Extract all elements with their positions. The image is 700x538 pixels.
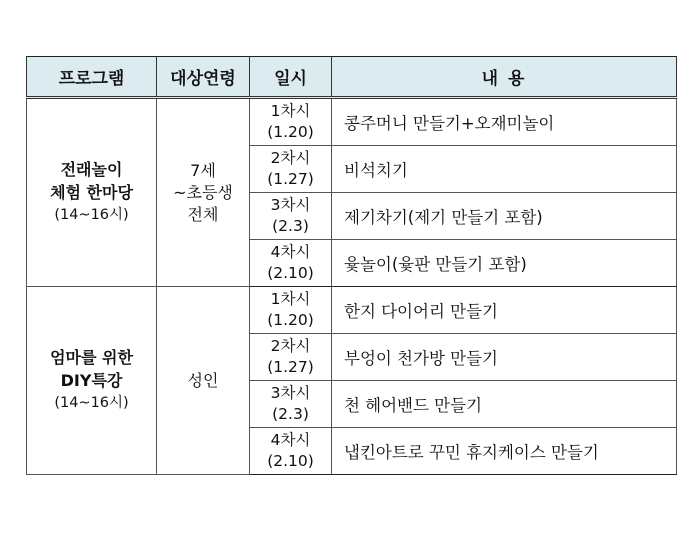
target-cell bbox=[157, 287, 250, 475]
session-cell bbox=[250, 98, 332, 146]
target-line: 7세 bbox=[190, 160, 216, 180]
session-label: 1차시 bbox=[270, 290, 311, 308]
session-label: 1차시 bbox=[270, 102, 311, 120]
content-cell: 부엉이 천가방 만들기 bbox=[332, 334, 677, 381]
content-cell: 비석치기 bbox=[332, 146, 677, 193]
session-date: (2.10) bbox=[267, 452, 314, 470]
session-label: 4차시 bbox=[270, 431, 311, 449]
session-date: (1.27) bbox=[267, 170, 314, 188]
header-target-age: 대상연령 bbox=[157, 57, 250, 98]
session-cell bbox=[250, 334, 332, 381]
content-cell: 천 헤어밴드 만들기 bbox=[332, 381, 677, 428]
session-label: 3차시 bbox=[270, 196, 311, 214]
target-line: 성인 bbox=[187, 370, 219, 390]
session-cell bbox=[250, 193, 332, 240]
program-time: (14~16시) bbox=[54, 207, 129, 223]
header-content: 내 용 bbox=[332, 57, 677, 98]
content-cell: 윷놀이(윷판 만들기 포함) bbox=[332, 240, 677, 287]
session-cell bbox=[250, 381, 332, 428]
session-cell bbox=[250, 287, 332, 334]
session-cell bbox=[250, 240, 332, 287]
session-label: 2차시 bbox=[270, 337, 311, 355]
target-line: ~초등생 bbox=[173, 182, 233, 202]
target-cell bbox=[157, 98, 250, 287]
table-row bbox=[27, 287, 677, 334]
header-date: 일시 bbox=[250, 57, 332, 98]
content-cell: 제기차기(제기 만들기 포함) bbox=[332, 193, 677, 240]
session-date: (2.3) bbox=[272, 217, 309, 235]
program-cell bbox=[27, 98, 157, 287]
program-cell bbox=[27, 287, 157, 475]
session-date: (2.10) bbox=[267, 264, 314, 282]
session-date: (1.27) bbox=[267, 358, 314, 376]
session-date: (1.20) bbox=[267, 311, 314, 329]
content-cell: 냅킨아트로 꾸민 휴지케이스 만들기 bbox=[332, 428, 677, 475]
program-name-line: 엄마를 위한 bbox=[50, 348, 133, 367]
session-label: 2차시 bbox=[270, 149, 311, 167]
content-cell: 콩주머니 만들기+오재미놀이 bbox=[332, 98, 677, 146]
target-line: 전체 bbox=[187, 204, 219, 224]
table-row bbox=[27, 98, 677, 146]
header-program: 프로그램 bbox=[27, 57, 157, 98]
program-schedule-table bbox=[26, 56, 677, 475]
program-name-line: 체험 한마당 bbox=[50, 183, 133, 202]
content-cell: 한지 다이어리 만들기 bbox=[332, 287, 677, 334]
session-label: 4차시 bbox=[270, 243, 311, 261]
session-cell bbox=[250, 428, 332, 475]
program-time: (14~16시) bbox=[54, 395, 129, 411]
session-date: (2.3) bbox=[272, 405, 309, 423]
session-cell bbox=[250, 146, 332, 193]
session-date: (1.20) bbox=[267, 123, 314, 141]
program-name-line: DIY특강 bbox=[60, 371, 123, 390]
program-name-line: 전래놀이 bbox=[60, 160, 123, 179]
header-row bbox=[27, 57, 677, 98]
session-label: 3차시 bbox=[270, 384, 311, 402]
